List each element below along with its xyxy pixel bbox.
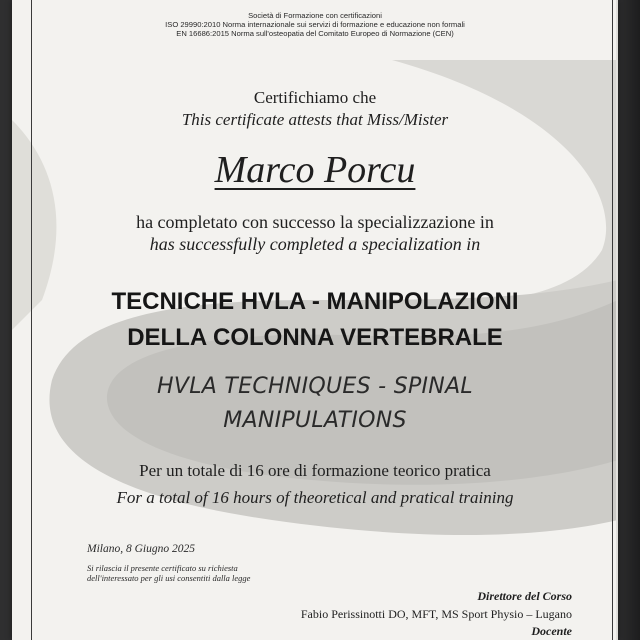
completed-italian: ha completato con successo la specializzazione in <box>136 212 494 232</box>
course-title-italian-line-2: DELLA COLONNA VERTEBRALE <box>127 324 503 351</box>
hours-italian: Per un totale di 16 ore di formazione teorico pratica <box>139 461 491 480</box>
header-company-line: Società di Formazione con certificazioni <box>248 11 382 20</box>
certify-italian: Certifichiamo che <box>253 88 377 107</box>
course-title-english-line-1: HVLA TECHNIQUES - SPINAL <box>157 374 473 399</box>
certify-english: This certificate attests that Miss/Mister <box>181 110 449 129</box>
teacher-label: Docente <box>531 624 572 638</box>
course-title-italian-line-1: TECNICHE HVLA - MANIPOLAZIONI <box>111 288 519 315</box>
course-title-english-line-2: MANIPULATIONS <box>223 408 407 433</box>
certificate-sheet <box>12 0 618 640</box>
director-label: Direttore del Corso <box>477 589 572 603</box>
header-en-line: EN 16686:2015 Norma sull'osteopatia del Comitato Europeo di Normazione (CEN) <box>176 29 454 38</box>
director-name: Fabio Perissinotti DO, MFT, MS Sport Physio – Lugano <box>300 607 572 621</box>
place-date: Milano, 8 Giugno 2025 <box>87 543 195 555</box>
recipient-name: Marco Porcu <box>214 149 416 191</box>
hours-english: For a total of 16 hours of theoretical and pratical training <box>116 488 514 507</box>
completed-english: has successfully completed a specialization in <box>149 234 481 254</box>
header-iso-line: ISO 29990:2010 Norma internazionale sui servizi di formazione e educazione non formali <box>165 20 465 29</box>
release-note-line-2: dell'interessato per gli usi consentiti dalla legge <box>87 573 251 583</box>
release-note-line-1: Si rilascia il presente certificato su richiesta <box>87 563 238 573</box>
